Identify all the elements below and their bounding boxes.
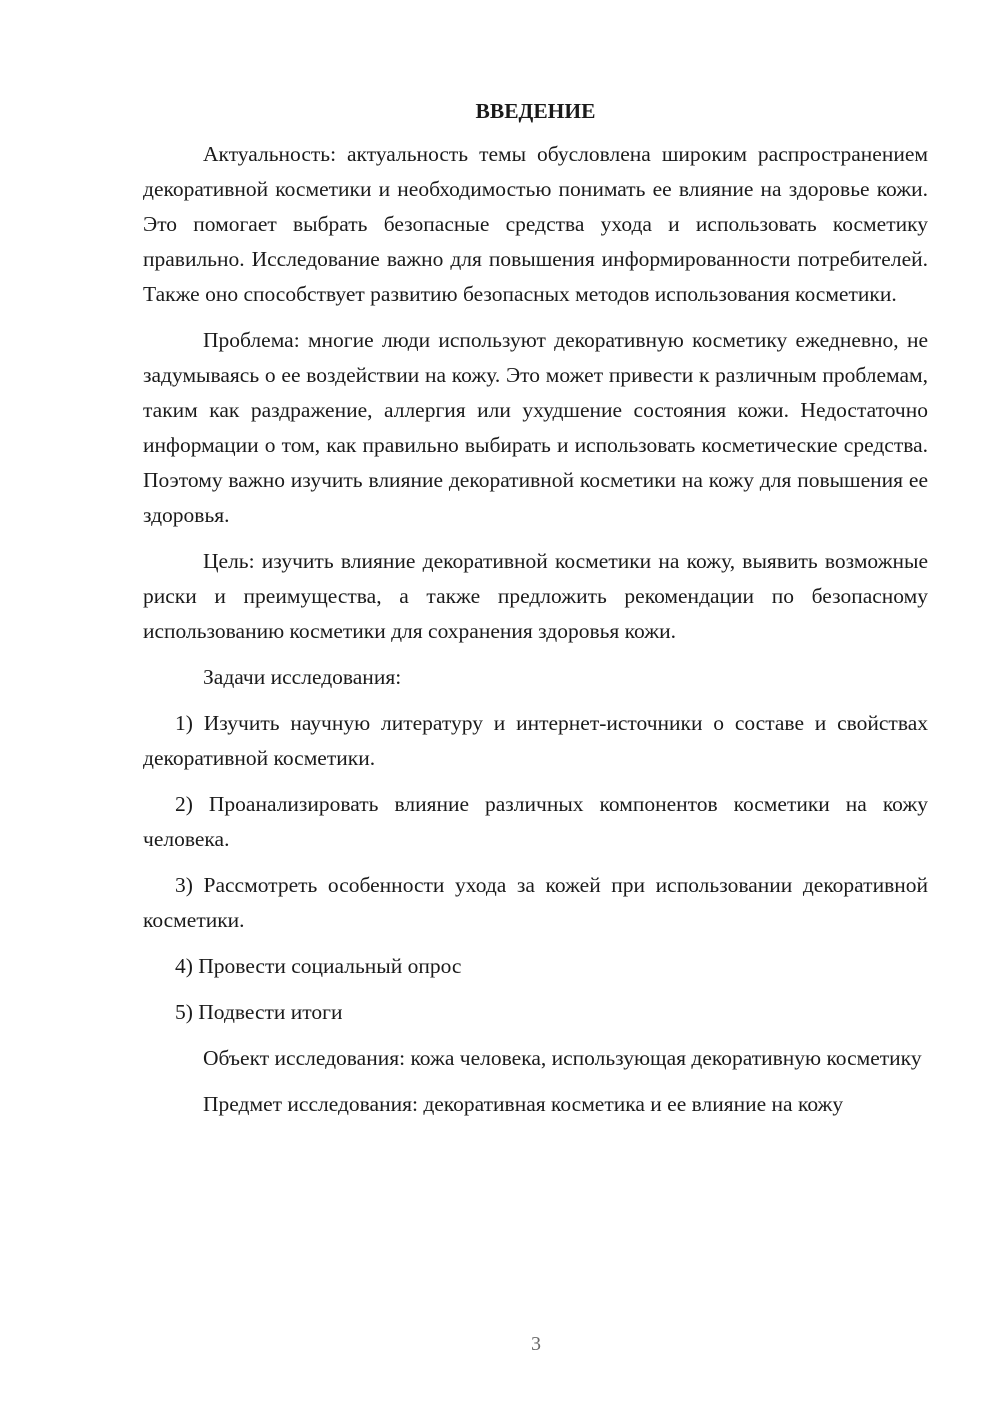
task-item: 3) Рассмотреть особенности ухода за кожей при использовании декоративной косметики. (143, 873, 928, 932)
relevance-paragraph: Актуальность: актуальность темы обусловлена широким распространением декоративной косметики и необходимостью понимать ее влияние на здоровье кожи. Это помогает выбрать безопасные средства ухода и использовать косметику правильно. Исследование важно для повышения информированности потребителей. Также оно способствует развитию безопасных методов использования косметики. (143, 142, 928, 306)
page-number: 3 (531, 1333, 541, 1355)
section-heading: ВВЕДЕНИЕ (475, 99, 596, 123)
subject-paragraph: Предмет исследования: декоративная косметика и ее влияние на кожу (203, 1092, 844, 1116)
goal-paragraph: Цель: изучить влияние декоративной косметики на кожу, выявить возможные риски и преимущества, а также предложить рекомендации по безопасному использованию косметики для сохранения здоровья кожи. (143, 549, 928, 643)
tasks-list (143, 706, 928, 1030)
page-content (143, 96, 928, 1133)
task-item: 4) Провести социальный опрос (175, 954, 462, 978)
tasks-heading: Задачи исследования: (203, 665, 402, 689)
object-paragraph: Объект исследования: кожа человека, использующая декоративную косметику (203, 1046, 922, 1070)
task-item: 1) Изучить научную литературу и интернет-источники о составе и свойствах декоративной косметики. (143, 711, 928, 770)
task-item: 2) Проанализировать влияние различных компонентов косметики на кожу человека. (143, 792, 928, 851)
task-item: 5) Подвести итоги (175, 1000, 343, 1024)
problem-paragraph: Проблема: многие люди используют декоративную косметику ежедневно, не задумываясь о ее воздействии на кожу. Это может привести к различным проблемам, таким как раздражение, аллергия или ухудшение состояния кожи. Недостаточно информации о том, как правильно выбирать и использовать косметические средства. Поэтому важно изучить влияние декоративной косметики на кожу для повышения ее здоровья. (143, 328, 928, 527)
